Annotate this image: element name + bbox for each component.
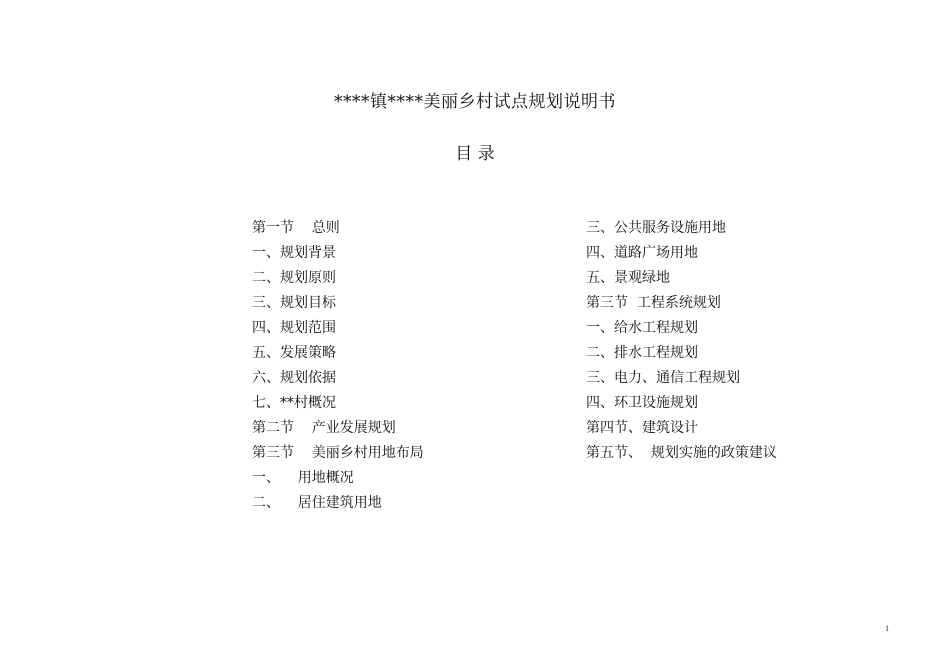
toc-item: 四、环卫设施规划 [586, 395, 698, 411]
toc-item: 一、 用地概况 [252, 470, 354, 486]
toc-item: 三、规划目标 [252, 295, 336, 311]
toc-item: 第一节 总则 [252, 220, 340, 236]
toc-item: 第三节 美丽乡村用地布局 [252, 445, 424, 461]
toc-item: 第五节、 规划实施的政策建议 [586, 445, 777, 461]
toc-left-column [252, 218, 552, 518]
toc-item: 第三节 工程系统规划 [586, 295, 721, 311]
toc-item: 二、 居住建筑用地 [252, 495, 382, 511]
toc-item: 五、发展策略 [252, 345, 336, 361]
toc-item: 七、**村概况 [252, 395, 336, 411]
toc-item: 三、公共服务设施用地 [586, 220, 726, 236]
toc-item: 二、规划原则 [252, 270, 336, 286]
toc-item: 第四节、建筑设计 [586, 420, 698, 436]
toc-item: 二、排水工程规划 [586, 345, 698, 361]
toc-item: 六、规划依据 [252, 370, 336, 386]
toc-item: 五、景观绿地 [586, 270, 670, 286]
toc-item: 一、给水工程规划 [586, 320, 698, 336]
document-title: ****镇****美丽乡村试点规划说明书 [334, 92, 616, 112]
toc-heading: 目 录 [455, 144, 495, 164]
toc-item: 四、规划范围 [252, 320, 336, 336]
toc-item: 第二节 产业发展规划 [252, 420, 396, 436]
toc-right-column [586, 218, 906, 468]
toc-item: 三、电力、通信工程规划 [586, 370, 740, 386]
toc-item: 四、道路广场用地 [586, 245, 698, 261]
toc-item: 一、规划背景 [252, 245, 336, 261]
page-number: 1 [885, 625, 890, 633]
